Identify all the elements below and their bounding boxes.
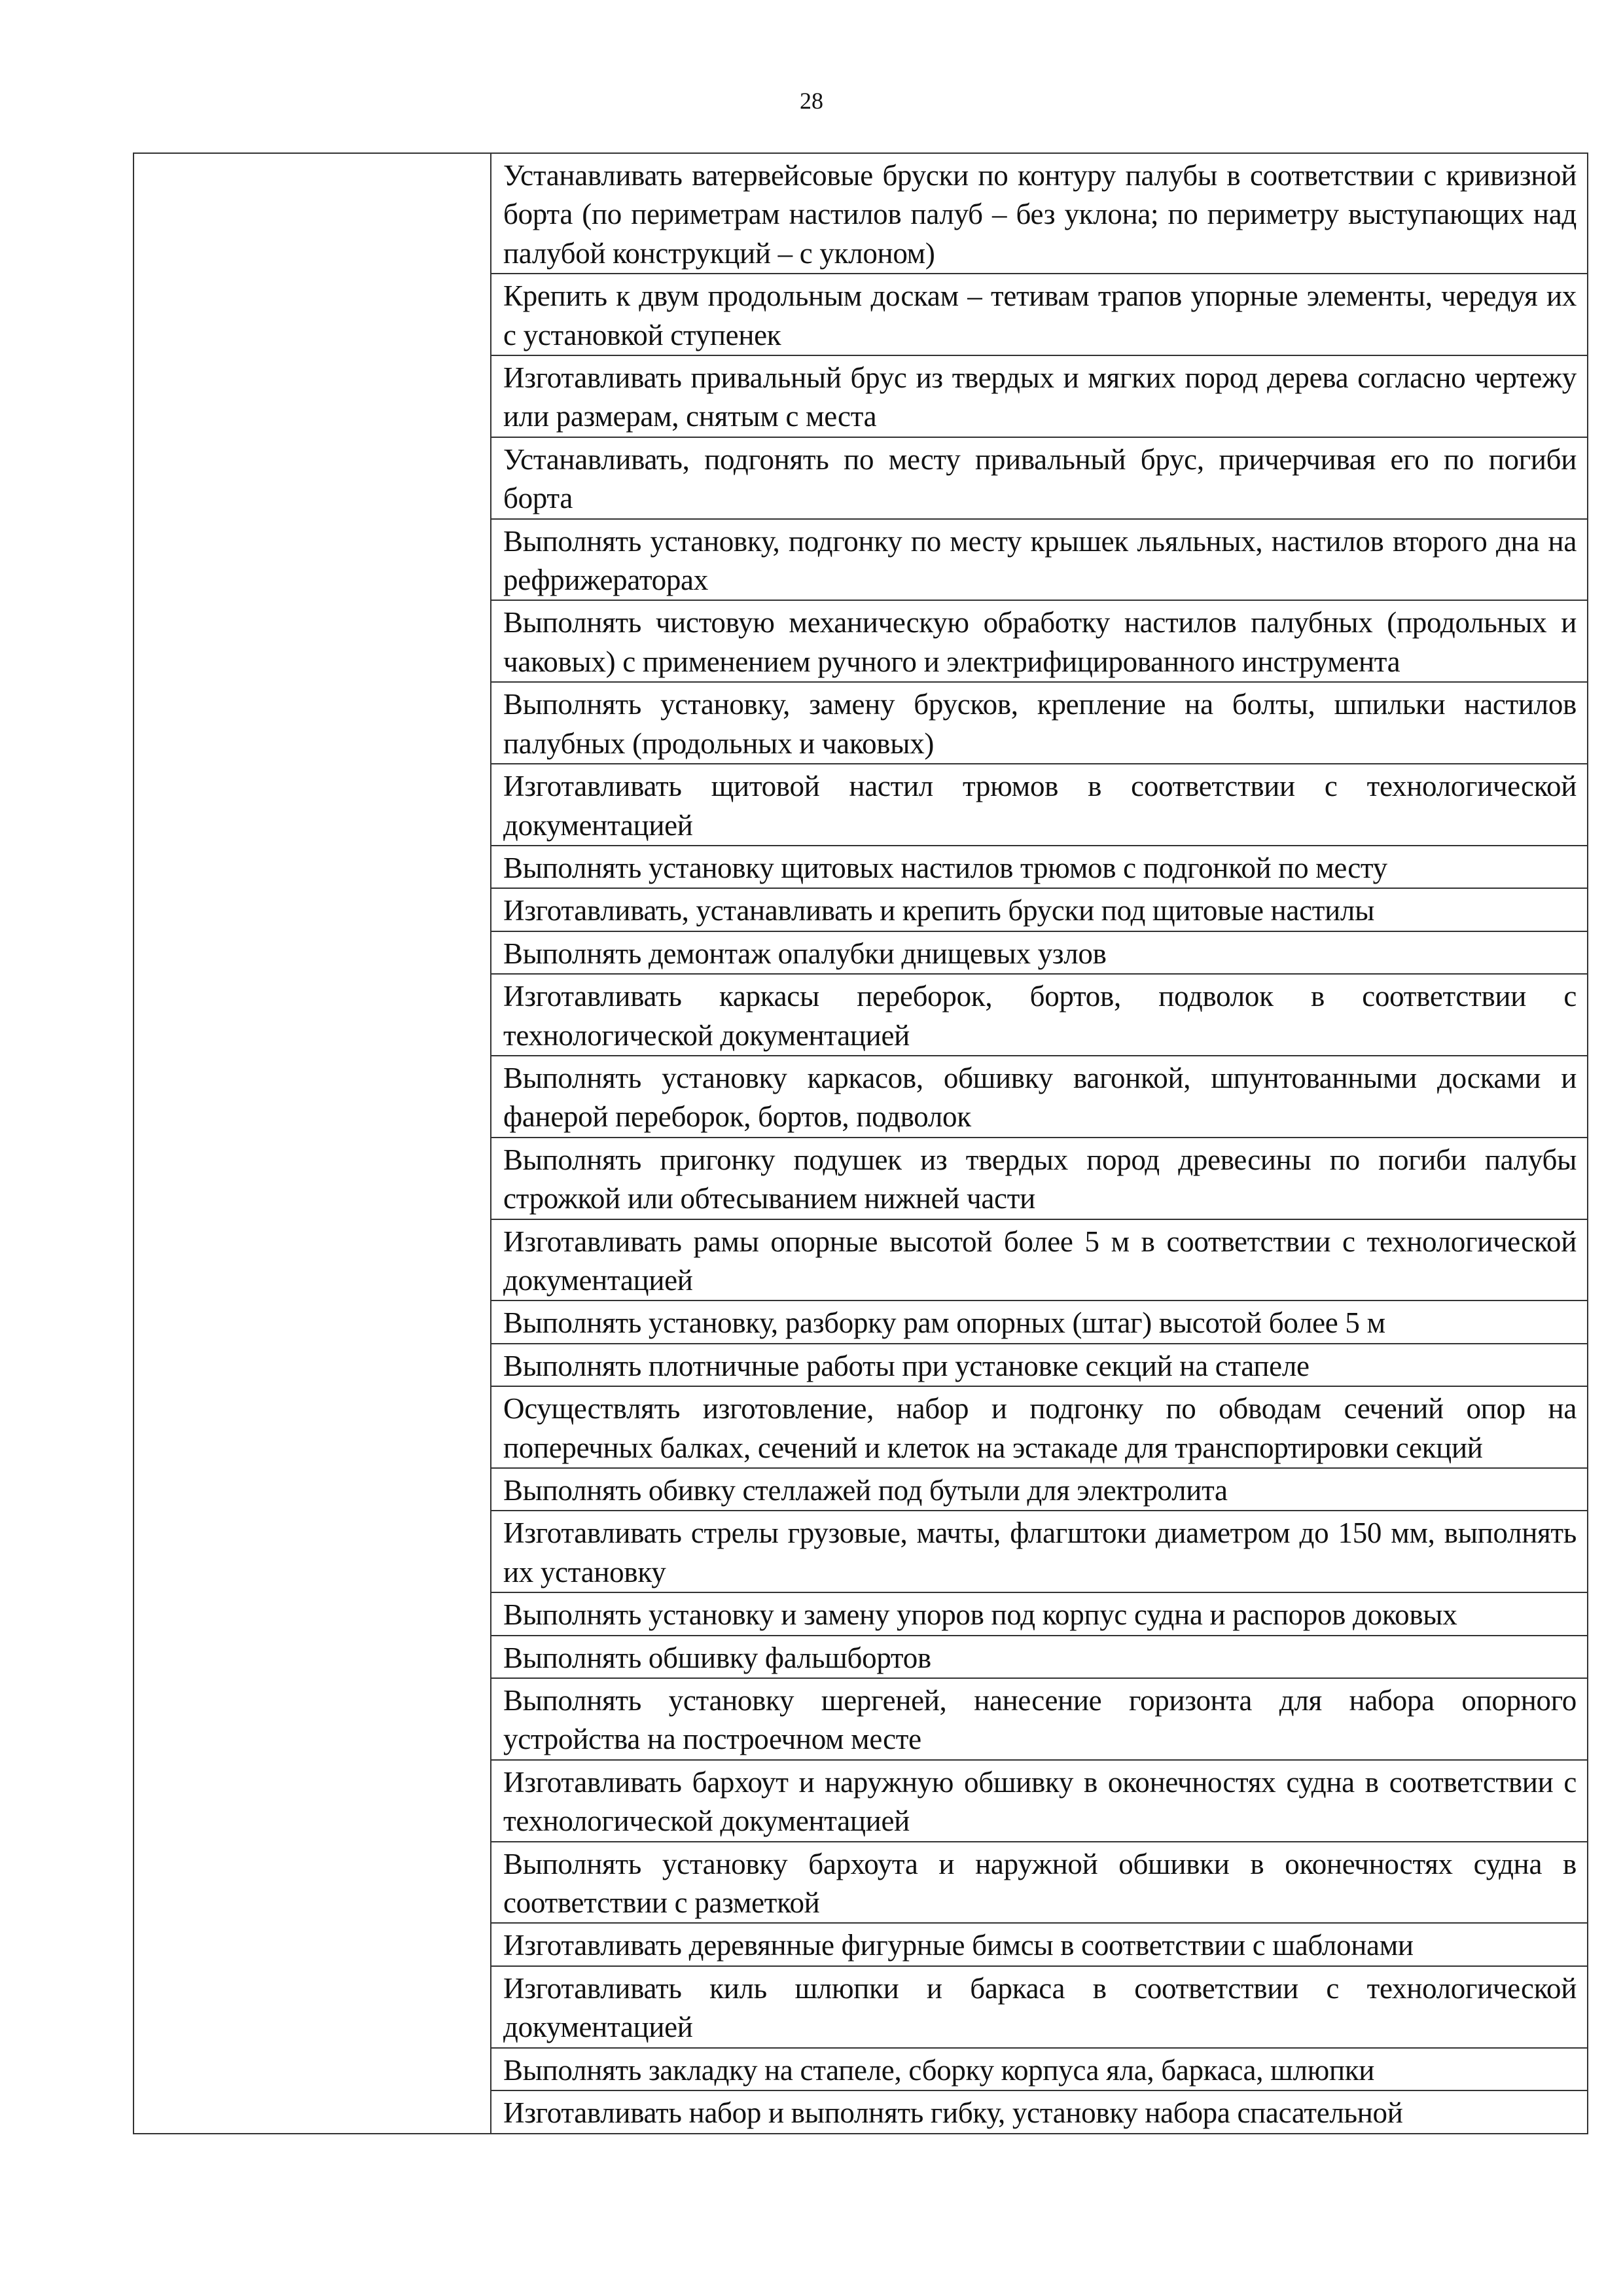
task-text: Выполнять пригонку подушек из твердых пород древесины по погиби палубы строжкой или обтесыванием нижней части bbox=[503, 1143, 1577, 1215]
task-text: Крепить к двум продольным доскам – тетивам трапов упорные элементы, чередуя их с установкой ступенек bbox=[503, 279, 1577, 351]
task-cell bbox=[491, 1923, 1588, 1965]
task-text: Выполнять закладку на стапеле, сборку корпуса яла, баркаса, шлюпки bbox=[503, 2053, 1375, 2087]
task-text: Осуществлять изготовление, набор и подгонку по обводам сечений опор на поперечных балках, сечений и клеток на эстакаде для транспортировки секций bbox=[503, 1392, 1577, 1464]
task-cell bbox=[491, 1056, 1588, 1138]
task-text: Устанавливать, подгонять по месту привальный брус, причерчивая его по погиби борта bbox=[503, 442, 1577, 515]
task-text: Изготавливать щитовой настил трюмов в соответствии с технологической документацией bbox=[503, 770, 1577, 842]
task-cell bbox=[491, 519, 1588, 601]
task-text: Изготавливать набор и выполнять гибку, установку набора спасательной bbox=[503, 2096, 1403, 2130]
task-text: Выполнять установку бархоута и наружной обшивки в оконечностях судна в соответствии с разметкой bbox=[503, 1847, 1577, 1920]
task-text: Выполнять плотничные работы при установке секций на стапеле bbox=[503, 1349, 1310, 1382]
task-text: Изготавливать киль шлюпки и баркаса в соответствии с технологической документацией bbox=[503, 1971, 1577, 2044]
task-cell bbox=[491, 1636, 1588, 1678]
task-cell bbox=[491, 1842, 1588, 1924]
task-cell bbox=[491, 1300, 1588, 1343]
task-cell bbox=[491, 1592, 1588, 1635]
task-cell bbox=[491, 764, 1588, 846]
task-text: Выполнять установку, подгонку по месту крышек льяльных, настилов второго дна на рефрижераторах bbox=[503, 524, 1577, 597]
task-text: Выполнять обшивку фальшбортов bbox=[503, 1641, 931, 1674]
task-text: Изготавливать стрелы грузовые, мачты, флагштоки диаметром до 150 мм, выполнять их установку bbox=[503, 1516, 1577, 1588]
task-cell bbox=[491, 274, 1588, 355]
task-cell bbox=[491, 1219, 1588, 1301]
page-number: 28 bbox=[800, 88, 823, 114]
task-cell bbox=[491, 888, 1588, 931]
task-text: Изготавливать каркасы переборок, бортов, подволок в соответствии с технологической документацией bbox=[503, 980, 1577, 1052]
task-text: Изготавливать, устанавливать и крепить бруски под щитовые настилы bbox=[503, 894, 1375, 927]
task-cell bbox=[491, 1344, 1588, 1386]
task-cell bbox=[491, 682, 1588, 764]
task-cell bbox=[491, 600, 1588, 682]
task-text: Выполнять установку щитовых настилов трюмов с подгонкой по месту bbox=[503, 851, 1387, 884]
labor-functions-table bbox=[133, 152, 1588, 2134]
task-text: Выполнять чистовую механическую обработку настилов палубных (продольных и чаковых) с применением ручного и электрифицированного инструмента bbox=[503, 606, 1577, 678]
task-cell bbox=[491, 153, 1588, 274]
table-row bbox=[134, 153, 1588, 274]
task-cell bbox=[491, 2048, 1588, 2090]
task-cell bbox=[491, 1386, 1588, 1468]
task-text: Выполнять установку шергеней, нанесение горизонта для набора опорного устройства на построечном месте bbox=[503, 1684, 1577, 1756]
task-cell bbox=[491, 437, 1588, 519]
left-column-cell bbox=[134, 153, 491, 2134]
task-text: Изготавливать рамы опорные высотой более 5 м в соответствии с технологической документацией bbox=[503, 1225, 1577, 1297]
task-text: Изготавливать деревянные фигурные бимсы в соответствии с шаблонами bbox=[503, 1929, 1414, 1962]
task-cell bbox=[491, 1511, 1588, 1592]
task-cell bbox=[491, 355, 1588, 437]
task-cell bbox=[491, 974, 1588, 1056]
task-cell bbox=[491, 931, 1588, 974]
task-cell bbox=[491, 2090, 1588, 2133]
task-cell bbox=[491, 1760, 1588, 1842]
task-text: Устанавливать ватервейсовые бруски по контуру палубы в соответствии с кривизной борта (по периметрам настилов палуб – без уклона; по периметру выступающих над палубой конструкций – с уклоном) bbox=[503, 159, 1577, 270]
task-text: Изготавливать бархоут и наружную обшивку в оконечностях судна в соответствии с технологической документацией bbox=[503, 1765, 1577, 1838]
task-text: Изготавливать привальный брус из твердых и мягких пород дерева согласно чертежу или размерам, снятым с места bbox=[503, 361, 1577, 433]
task-text: Выполнять установку каркасов, обшивку вагонкой, шпунтованными досками и фанерой переборок, бортов, подволок bbox=[503, 1061, 1577, 1134]
task-text: Выполнять установку, замену брусков, крепление на болты, шпильки настилов палубных (продольных и чаковых) bbox=[503, 688, 1577, 760]
task-cell bbox=[491, 1966, 1588, 2048]
task-text: Выполнять установку, разборку рам опорных (штаг) высотой более 5 м bbox=[503, 1306, 1385, 1340]
task-cell bbox=[491, 1468, 1588, 1511]
task-text: Выполнять установку и замену упоров под корпус судна и распоров доковых bbox=[503, 1598, 1457, 1632]
task-cell bbox=[491, 1678, 1588, 1760]
task-text: Выполнять демонтаж опалубки днищевых узлов bbox=[503, 937, 1107, 970]
task-cell bbox=[491, 1138, 1588, 1219]
table-body bbox=[134, 153, 1588, 2134]
task-text: Выполнять обивку стеллажей под бутыли для электролита bbox=[503, 1474, 1228, 1507]
task-cell bbox=[491, 846, 1588, 888]
